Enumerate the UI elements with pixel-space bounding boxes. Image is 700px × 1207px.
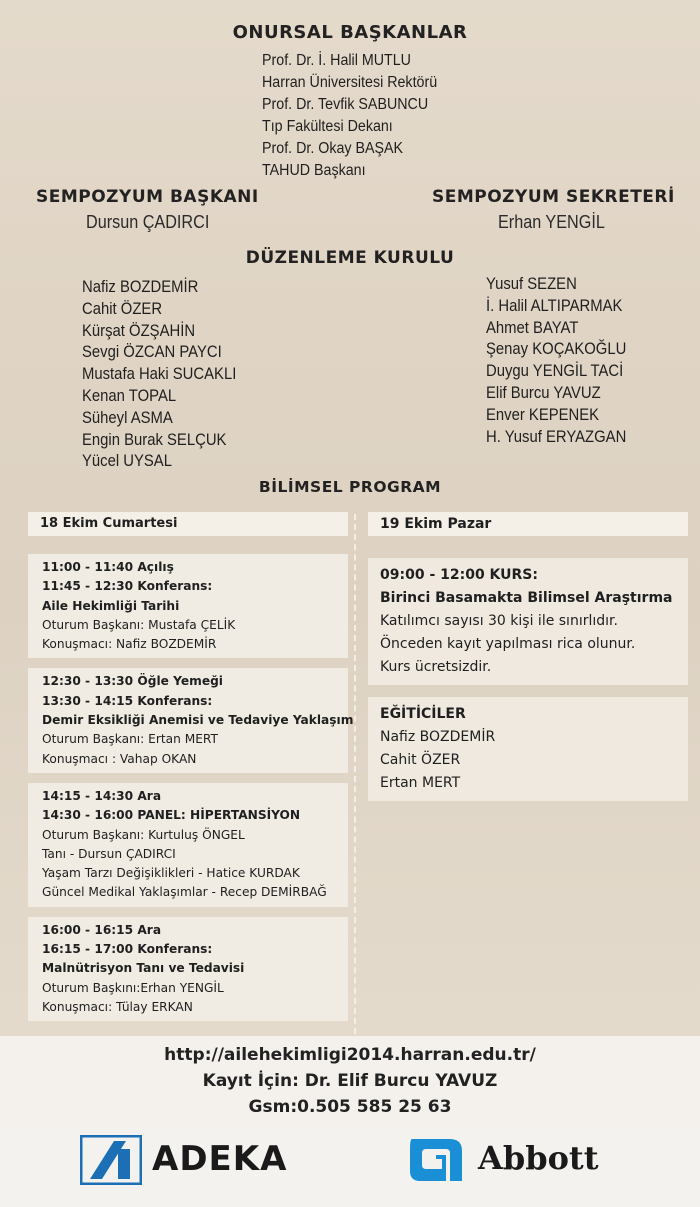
committee-member: İ. Halil ALTIPARMAK — [486, 296, 623, 315]
session-line: Konuşmacı: Nafiz BOZDEMİR — [42, 637, 217, 652]
session-line: Demir Eksikliği Anemisi ve Tedaviye Yaklaşım — [42, 713, 354, 728]
course-line: 09:00 - 12:00 KURS: — [380, 567, 538, 583]
course-line: Kurs ücretsizdir. — [380, 659, 492, 675]
adeka-wordmark: ADEKA — [152, 1139, 288, 1179]
session-block — [28, 668, 354, 772]
session-line: Konuşmacı : Vahap OKAN — [42, 751, 197, 766]
committee-member: Elif Burcu YAVUZ — [486, 383, 601, 402]
session-line: Oturum Başkını:Erhan YENGİL — [42, 980, 224, 995]
session-line: Güncel Medikal Yaklaşımlar - Recep DEMİRBAĞ — [42, 885, 327, 900]
trainer-name: Cahit ÖZER — [380, 752, 461, 768]
adeka-mark-icon — [80, 1135, 142, 1185]
committee-member: Kenan TOPAL — [82, 386, 177, 405]
adeka-logo — [80, 1135, 288, 1185]
course-line: Önceden kayıt yapılması rica olunur. — [380, 636, 636, 652]
committee-member: Duygu YENGİL TACİ — [486, 362, 624, 381]
session-line: 14:30 - 16:00 PANEL: HİPERTANSİYON — [42, 808, 301, 823]
session-block — [28, 783, 348, 907]
day2-label: 19 Ekim Pazar — [368, 512, 688, 536]
committee-left-list — [82, 277, 342, 473]
committee-right-list — [486, 274, 700, 448]
program-title: BİLİMSEL PROGRAM — [258, 478, 442, 496]
committee-member: H. Yusuf ERYAZGAN — [486, 427, 627, 446]
session-line: Tanı - Dursun ÇADIRCI — [42, 846, 176, 861]
committee-member: Yücel UYSAL — [82, 452, 172, 471]
session-line: Oturum Başkanı: Mustafa ÇELİK — [42, 617, 236, 632]
session-line: Oturum Başkanı: Ertan MERT — [42, 732, 218, 747]
committee-member: Şenay KOÇAKOĞLU — [486, 340, 627, 359]
chair-name: Dursun ÇADIRCI — [86, 212, 210, 232]
session-line: Konuşmacı: Tülay ERKAN — [42, 999, 193, 1014]
committee-member: Mustafa Haki SUCAKLI — [82, 365, 237, 384]
committee-title: DÜZENLEME KURULU — [245, 248, 455, 268]
committee-member: Süheyl ASMA — [82, 408, 173, 427]
honorary-line: Harran Üniversitesi Rektörü — [262, 74, 438, 91]
session-block — [28, 554, 348, 658]
day2-column — [368, 512, 688, 801]
session-block — [28, 917, 348, 1021]
trainer-name: Ertan MERT — [380, 775, 461, 791]
abbott-wordmark: Abbott — [478, 1139, 599, 1177]
session-line: 13:30 - 14:15 Konferans: — [42, 693, 213, 708]
course-block — [368, 558, 688, 685]
committee-member: Cahit ÖZER — [82, 299, 163, 318]
session-line: 12:30 - 13:30 Öğle Yemeği — [42, 674, 223, 689]
honorary-line: TAHUD Başkanı — [262, 162, 366, 179]
session-line: 14:15 - 14:30 Ara — [42, 788, 162, 803]
committee-member: Nafiz BOZDEMİR — [82, 278, 199, 296]
contact-section — [0, 1036, 700, 1126]
session-line: 16:15 - 17:00 Konferans: — [42, 942, 213, 957]
day1-column — [28, 512, 354, 1021]
honorary-title: ONURSAL BAŞKANLAR — [232, 22, 468, 43]
chair-title: SEMPOZYUM BAŞKANI — [36, 187, 259, 207]
honorary-line: Prof. Dr. Okay BAŞAK — [262, 140, 404, 157]
committee-member: Sevgi ÖZCAN PAYCI — [82, 343, 222, 362]
trainers-title: EĞİTİCİLER — [380, 706, 466, 722]
committee-member: Engin Burak SELÇUK — [82, 430, 227, 449]
honorary-line: Prof. Dr. İ. Halil MUTLU — [262, 52, 411, 69]
day1-label: 18 Ekim Cumartesi — [28, 512, 348, 536]
session-line: Aile Hekimliği Tarihi — [42, 598, 180, 613]
course-line: Birinci Basamakta Bilimsel Araştırma — [380, 590, 673, 606]
committee-member: Yusuf SEZEN — [486, 275, 577, 293]
honorary-line: Prof. Dr. Tevfik SABUNCU — [262, 96, 429, 113]
session-line: Oturum Başkanı: Kurtuluş ÖNGEL — [42, 827, 245, 842]
session-line: 16:00 - 16:15 Ara — [42, 922, 162, 937]
course-line: Katılımcı sayısı 30 kişi ile sınırlıdır. — [380, 613, 618, 629]
committee-member: Enver KEPENEK — [486, 405, 600, 424]
session-line: Malnütrisyon Tanı ve Tedavisi — [42, 961, 245, 976]
trainers-block — [368, 697, 688, 801]
sponsor-logos — [0, 1126, 700, 1207]
session-line: 11:00 - 11:40 Açılış — [42, 560, 174, 574]
phone-number: Gsm:0.505 585 25 63 — [248, 1097, 452, 1117]
secretary-title: SEMPOZYUM SEKRETERİ — [432, 187, 675, 207]
abbott-logo — [406, 1135, 606, 1187]
registration-contact: Kayıt İçin: Dr. Elif Burcu YAVUZ — [202, 1071, 498, 1091]
honorary-line: Tıp Fakültesi Dekanı — [262, 118, 393, 135]
committee-member: Kürşat ÖZŞAHİN — [82, 321, 196, 340]
program-divider — [354, 514, 356, 1034]
honorary-list — [262, 50, 522, 182]
website-url[interactable]: http://ailehekimligi2014.harran.edu.tr/ — [164, 1045, 536, 1065]
session-line: 11:45 - 12:30 Konferans: — [42, 579, 213, 594]
committee-member: Ahmet BAYAT — [486, 318, 579, 337]
trainer-name: Nafiz BOZDEMİR — [380, 729, 496, 745]
session-line: Yaşam Tarzı Değişiklikleri - Hatice KURDAK — [42, 866, 300, 881]
abbott-mark-icon — [406, 1135, 468, 1185]
secretary-name: Erhan YENGİL — [498, 212, 605, 232]
